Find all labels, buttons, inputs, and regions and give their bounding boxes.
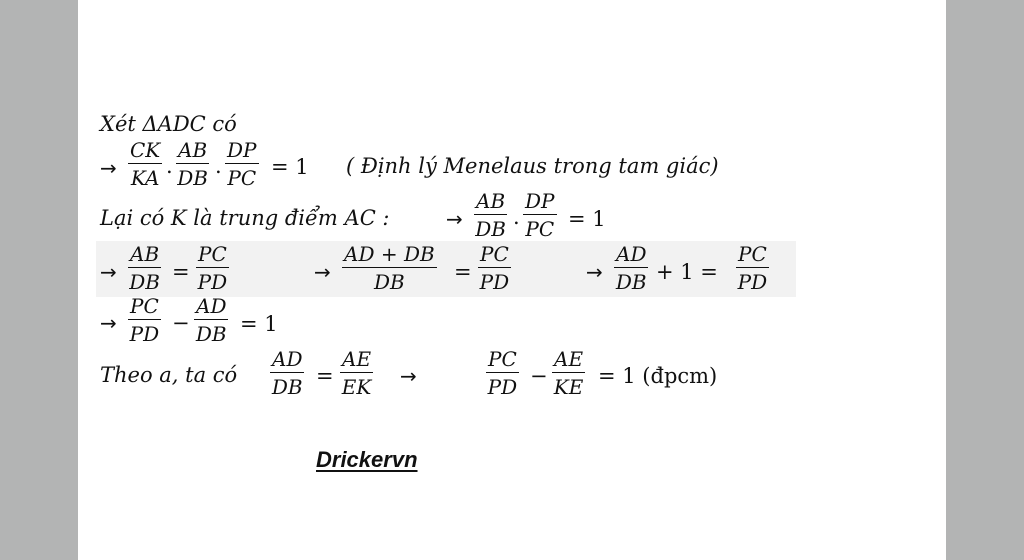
denominator: PD: [129, 322, 160, 346]
implies-arrow: →: [100, 311, 117, 335]
numerator: AD: [196, 294, 227, 318]
denominator: PD: [479, 270, 510, 294]
denominator: DB: [475, 217, 506, 241]
fraction-ae-ke: [552, 349, 585, 397]
denominator: KA: [130, 166, 160, 190]
denominator: DB: [195, 322, 227, 346]
numerator: DP: [525, 189, 555, 213]
numerator: AD: [616, 242, 647, 266]
numerator: AD: [272, 347, 303, 371]
fraction-ab-db: [176, 140, 209, 188]
denominator: DB: [615, 270, 647, 294]
equals-sign: =: [172, 260, 190, 284]
fraction-pc-pd: [128, 296, 161, 344]
fraction-ab-db: [128, 244, 161, 292]
fraction-ck-ka: [128, 140, 162, 188]
implies-arrow: →: [314, 260, 331, 284]
line-theo-a: Theo a, ta có: [100, 363, 238, 387]
document-page: [78, 0, 946, 560]
fraction-ab-db: [474, 191, 507, 239]
denominator: PD: [197, 270, 228, 294]
denominator: PC: [525, 217, 555, 241]
fraction-dp-pc: [523, 191, 557, 239]
numerator: AB: [476, 189, 506, 213]
denominator: PC: [227, 166, 257, 190]
numerator: PC: [738, 242, 767, 266]
equals-sign: =: [454, 260, 472, 284]
numerator: AB: [130, 242, 160, 266]
fraction-ad-plus-db-over-db: [342, 244, 437, 292]
numerator: PC: [130, 294, 159, 318]
menelaus-note: ( Định lý Menelaus trong tam giác): [346, 154, 719, 178]
implies-arrow: →: [100, 156, 117, 180]
minus-sign: −: [172, 311, 190, 335]
implies-arrow: →: [400, 364, 417, 388]
numerator: CK: [130, 138, 161, 162]
denominator: DB: [373, 270, 405, 294]
denominator: DB: [177, 166, 208, 190]
denominator: EK: [341, 375, 372, 399]
implies-arrow: →: [586, 260, 603, 284]
implies-arrow: →: [446, 207, 463, 231]
equals-one: = 1: [240, 312, 278, 336]
fraction-pc-pd: [486, 349, 519, 397]
numerator: AE: [342, 347, 372, 371]
dot-operator: .: [513, 205, 520, 229]
numerator: AE: [554, 347, 584, 371]
numerator: PC: [488, 347, 517, 371]
plus-one-equals: + 1 =: [656, 260, 718, 284]
minus-sign: −: [530, 364, 548, 388]
fraction-pc-pd: [478, 244, 511, 292]
line-xet-adc: Xét ΔADC có: [100, 112, 237, 136]
equals-one-dpcm: = 1 (đpcm): [598, 364, 718, 388]
numerator: AD + DB: [344, 242, 435, 266]
fraction-pc-pd: [736, 244, 769, 292]
fraction-ae-ek: [340, 349, 373, 397]
numerator: PC: [198, 242, 227, 266]
equals-one: = 1: [271, 155, 309, 179]
numerator: AB: [178, 138, 208, 162]
fraction-ad-db: [194, 296, 228, 344]
denominator: DB: [271, 375, 303, 399]
fraction-ad-db: [270, 349, 304, 397]
dot-operator: .: [215, 154, 222, 178]
dot-operator: .: [166, 154, 173, 178]
author-signature: Drickervn: [316, 447, 418, 472]
fraction-pc-pd: [196, 244, 229, 292]
denominator: PD: [737, 270, 768, 294]
fraction-ad-db: [614, 244, 648, 292]
equals-sign: =: [316, 364, 334, 388]
highlighted-row: [96, 241, 796, 297]
implies-arrow: →: [100, 260, 117, 284]
denominator: KE: [553, 375, 584, 399]
numerator: DP: [227, 138, 257, 162]
equals-one: = 1: [568, 207, 606, 231]
fraction-dp-pc: [225, 140, 259, 188]
denominator: PD: [487, 375, 518, 399]
denominator: DB: [129, 270, 160, 294]
numerator: PC: [480, 242, 509, 266]
line-lai-co: Lại có K là trung điểm AC :: [100, 206, 390, 230]
